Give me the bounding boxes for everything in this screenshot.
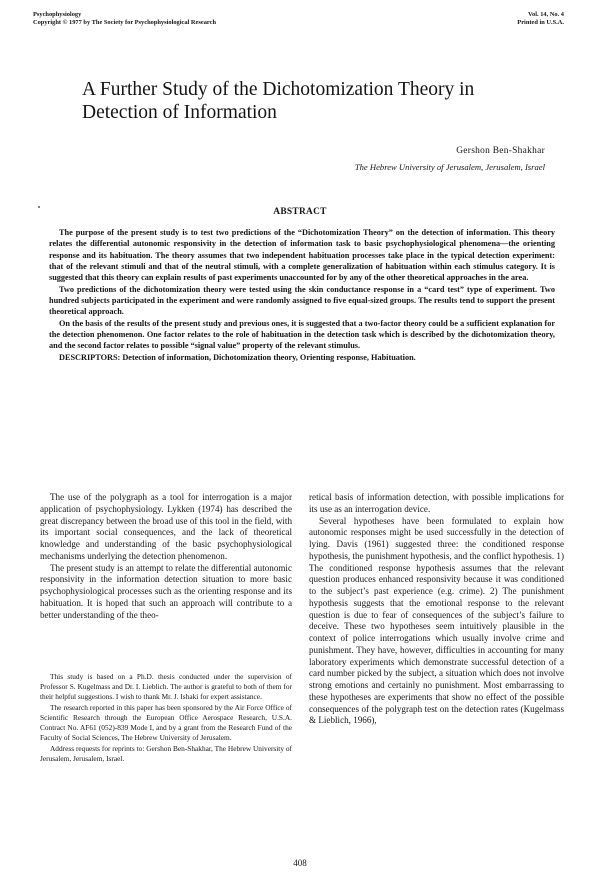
body-column-right (309, 492, 564, 727)
running-header-left (33, 11, 216, 27)
running-header-right (517, 11, 564, 27)
body-paragraph: Several hypotheses have been formulated to explain how autonomic responses might be used successfully in the detection of lying. Davis (1961) suggested three: the conditioned response hypothesis, the punishment hypothesis, and the conflict hypothesis. 1) The conditioned response hypothesis assumes that the relevant question produces enhanced responsivity because it was conditioned to the subject’s past experience (e.g. crime). 2) The punishment hypothesis suggests that the emotional response to the relevant question is due to fear of consequences of the subject’s failure to deceive. These two hypotheses seem intuitively plausible in the context of police interrogations which usually involve crime and punishment. They have, however, difficulties in accounting for many laboratory experiments which demonstrate successful detection of a card number picked by the subject, a situation which does not involve strong emotions and certainly no punishment. Most embarrassing to these hypotheses are experiments that show no effect of the possible consequences of the polygraph test on the detection rates (Kugelmass & Lieblich, 1966), (309, 515, 564, 726)
body-column-left (40, 492, 292, 621)
journal-name: Psychophysiology (33, 11, 82, 18)
volume-info: Vol. 14, No. 4 (528, 11, 564, 18)
copyright-line: Copyright © 1977 by The Society for Psychophysiological Research (33, 19, 217, 26)
footnotes (40, 672, 292, 765)
author-name: Gershon Ben-Shakhar (456, 146, 545, 156)
abstract-block (49, 227, 555, 363)
abstract-paragraph: On the basis of the results of the present study and previous ones, it is suggested that a two-factor theory could be a sufficient explanation for the detection phenomenon. One factor relates to the role of habituation in the detection task which is described by the dichotomization theory, and the second factor relates to possible “signal value” property of the relevant stimulus. (49, 318, 555, 351)
footnote: Address requests for reprints to: Gershon Ben-Shakhar, The Hebrew University of Jerusalem, Jerusalem, Israel. (40, 744, 292, 763)
abstract-heading: ABSTRACT (273, 207, 327, 217)
abstract-paragraph: Two predictions of the dichotomization theory were tested using the skin conductance response in a “card test” type of experiment. Two hundred subjects participated in the experiment and were randomly assigned to five equal-sized groups. The results tend to support the present theoretical approach. (49, 284, 555, 317)
footnote: This study is based on a Ph.D. thesis conducted under the supervision of Professor S. Kugelmass and Dr. I. Lieblich. The author is grateful to both of them for their helpful suggestions. I wish to thank Mr. J. Ishaki for expert assistance. (40, 672, 292, 701)
body-paragraph: The present study is an attempt to relate the differential autonomic responsivity in the information detection situation to more basic psychophysiological processes such as the orienting response and its habituation. It is hoped that such an approach will contribute to a better understanding of the theo- (40, 562, 292, 620)
abstract-descriptors: DESCRIPTORS: Detection of information, Dichotomization theory, Orienting response, Habituation. (59, 352, 416, 362)
body-paragraph: The use of the polygraph as a tool for interrogation is a major application of psychophysiology. Lykken (1974) has described the great discrepancy between the broad use of this tool in the field, with its important social consequences, and the lack of theoretical knowledge and understanding of the basic psychophysiological mechanisms underlying the detection phenomenon. (40, 492, 292, 561)
page-number: 408 (293, 858, 307, 868)
article-title: A Further Study of the Dichotomization Theory in Detection of Information (82, 79, 475, 123)
printed-in: Printed in U.S.A. (517, 19, 564, 26)
body-paragraph-continued: retical basis of information detection, with possible implications for its use as an interrogation device. (309, 492, 564, 514)
abstract-paragraph: The purpose of the present study is to test two predictions of the “Dichotomization Theory” on the detection of information. This theory relates the differential autonomic responsivity in the detection of information task to basic psychophysiological phenomena—the orienting response and its habituation. The theory assumes that two independent habituation processes take place in the typical detection experiment: that of the relevant stimuli and that of the neutral stimuli, with a complete generalization of habituation within each stimulus category. It is suggested that this theory can explain results of past experiments unaccounted for by any of the other theoretical approaches in the area. (49, 228, 555, 283)
footnote: The research reported in this paper has been sponsored by the Air Force Office of Scientific Research through the European Office Aerospace Research, U.S.A. Contract No. AF61 (052)-839 Mode I, and by a grant from the Research Fund of the Faculty of Social Sciences, The Hebrew University of Jerusalem. (40, 703, 292, 742)
author-affiliation: The Hebrew University of Jerusalem, Jerusalem, Israel (354, 162, 545, 172)
